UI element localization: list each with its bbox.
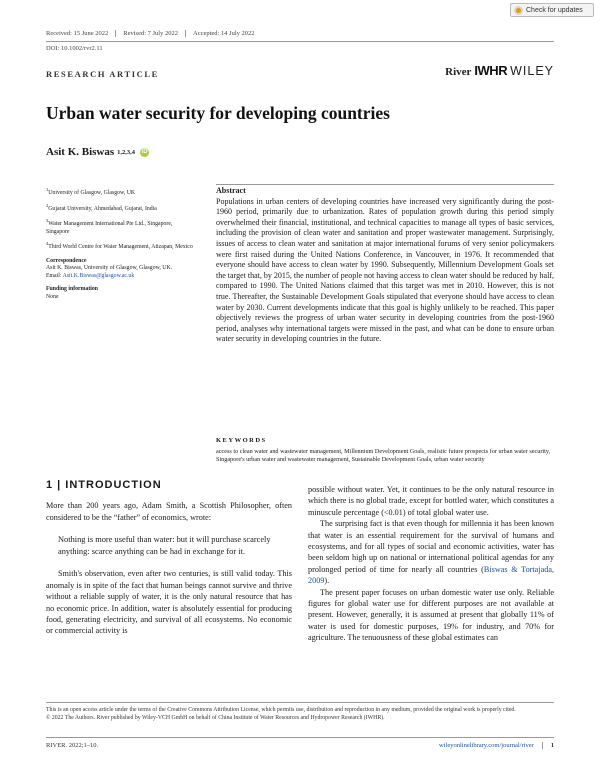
received-date: Received: 15 June 2022 [46, 30, 116, 37]
journal-logo [445, 63, 554, 78]
correspondence-email: Email: Asit.K.Biswas@glasgow.ac.uk [46, 272, 135, 279]
crossmark-icon [514, 6, 523, 15]
author-name[interactable]: Asit K. Biswas [46, 146, 115, 158]
affiliation-2: $^2$Gujarat University, Ahmedabad, Gujarat, India [46, 202, 157, 212]
journal-url[interactable]: wileyonlinelibrary.com/journal/river [439, 742, 534, 749]
affiliation-3: $^3$Water Management International Pte Ltd., Singapore, Singapore [46, 218, 173, 235]
journal-citation: RIVER. 2022;1–10. [46, 742, 99, 749]
abstract-heading: Abstract [216, 186, 246, 195]
column-left [46, 480, 292, 637]
doi[interactable]: DOI: 10.1002/rvr2.11 [46, 45, 103, 52]
logo-iwhr: IWHR [474, 63, 508, 78]
article-title: Urban water security for developing countries [46, 103, 390, 123]
publication-dates [46, 30, 262, 37]
page-footer-divider [46, 737, 554, 738]
paragraph: possible without water. Yet, it continues to be the only natural resource in which there is no global trade, except for bottled water, which constitutes a minuscule percentage (<0.01) of total global water use. [308, 485, 554, 517]
license-footer [46, 706, 554, 722]
abstract [216, 186, 554, 345]
citation-link[interactable]: Biswas & Tortajada, 2009 [308, 564, 554, 586]
header-divider [46, 41, 554, 42]
abstract-divider [216, 184, 554, 185]
affiliation-4: $^4$Third World Centre for Water Management, Atizapan, Mexico [46, 241, 193, 251]
paragraph: The surprising fact is that even though for millennia it has been known that water is an essential requirement for the survival of humans and ecosystems, and for all types of social and economic activities, water has been seldom high up on national or international political agendas for any prolonged period of time for nearly all countries (Biswas & Tortajada, 2009). [308, 519, 554, 586]
check-updates-label: Check for updates [526, 6, 583, 14]
sidebar [46, 186, 196, 302]
paragraph: The present paper focuses on urban domestic water use only. Reliable figures for global water use for different purposes are not available at present. However, generally, it is assumed at present that globally 11% of water is used for domestic purposes, 19% for industry, and 70% for agriculture. The tenuousness of these global estimates can [308, 587, 554, 643]
accepted-date: Accepted: 14 July 2022 [193, 30, 255, 37]
orcid-icon[interactable]: iD [141, 149, 148, 155]
column-right [308, 484, 554, 644]
correspondence-text: Asit K. Biswas, University of Glasgow, Glasgow, UK. [46, 265, 173, 272]
footer-divider [46, 702, 554, 703]
logo-river: River [445, 66, 472, 78]
license-text: This is an open access article under the terms of the Creative Commons Attribution License, which permits use, distribution and reproduction in any medium, provided the original work is properly cited. [46, 707, 516, 713]
article-type: RESEARCH ARTICLE [46, 69, 159, 79]
paragraph: Smith's observation, even after two centuries, is still valid today. This anomaly is in spite of the fact that human beings cannot survive and thrive without a reliable supply of water, it is the only natural resource that has no economic price. In addition, water is absolutely essential for producing food, generating electricity, and survival of all ecosystems. No economic or commercial activity is [46, 569, 292, 636]
affiliation-1: $^1$University of Glasgow, Glasgow, UK [46, 187, 136, 196]
page-number: 1 [542, 742, 554, 749]
funding-text: None [46, 294, 59, 301]
funding-heading: Funding information [46, 286, 99, 293]
keywords [216, 437, 554, 465]
author-line [46, 146, 149, 158]
keywords-heading: KEYWORDS [216, 437, 267, 444]
paragraph: More than 200 years ago, Adam Smith, a Scottish Philosopher, often considered to be the “father” of economics, wrote: [46, 501, 292, 522]
page-footer [46, 742, 554, 749]
logo-wiley: WILEY [510, 64, 554, 78]
revised-date: Revised: 7 July 2022 [116, 30, 186, 37]
keywords-text: access to clean water and wastewater management, Millennium Development Goals, realistic future prospects for urban water security, Singapore's urban water and wastewater management, Sustainable Development Goals, urban water security [216, 448, 551, 464]
author-affiliations: 1,2,3,4 [117, 148, 136, 156]
block-quote: Nothing is more useful than water: but it will purchase scarcely anything: scarce anything can be had in exchange for it. [58, 535, 271, 556]
check-for-updates-badge[interactable] [510, 3, 594, 17]
section-heading: 1 | INTRODUCTION [46, 479, 162, 491]
email-link[interactable]: Asit.K.Biswas@glasgow.ac.uk [62, 272, 135, 279]
correspondence-heading: Correspondence [46, 257, 87, 264]
copyright-text: © 2022 The Authors. River published by Wiley-VCH GmbH on behalf of China Institute of Water Resources and Hydropower Research (IWHR). [46, 715, 385, 721]
abstract-text: Populations in urban centers of developing countries have increased very significantly during the post-1960 period, primarily due to urbanization. Rates of population growth during this period simply overwhelmed their financial, institutional, and technical capacities to manage all types of basic services, including the provision of clean water and sanitation and proper wastewater management. Surprisingly, issues of access to clean water and sanitation at major international forums of very senior policymakers were first raised during the United Nations Conference, in Vancouver, in 1976. It recommended that everyone should have access to clean water by 1990. Subsequently, Millennium Development Goals set the target that, by 2015, the number of people not having access to clean water should be reduced by half, compared to 1990. The United Nations claimed that this target was met in 2010. However, this is not true. Thereafter, the Sustainable Development Goals stipulated that everyone should have access to clean water by 2030. Current developments indicate that this goal is highly unlikely to be reached. This paper objectively reviews the progress of urban water security in developing countries from the post-1960 period, analyses why international targets were missed in the past, and what can be done to ensure urban water security in developing countries in the future. [216, 196, 554, 344]
